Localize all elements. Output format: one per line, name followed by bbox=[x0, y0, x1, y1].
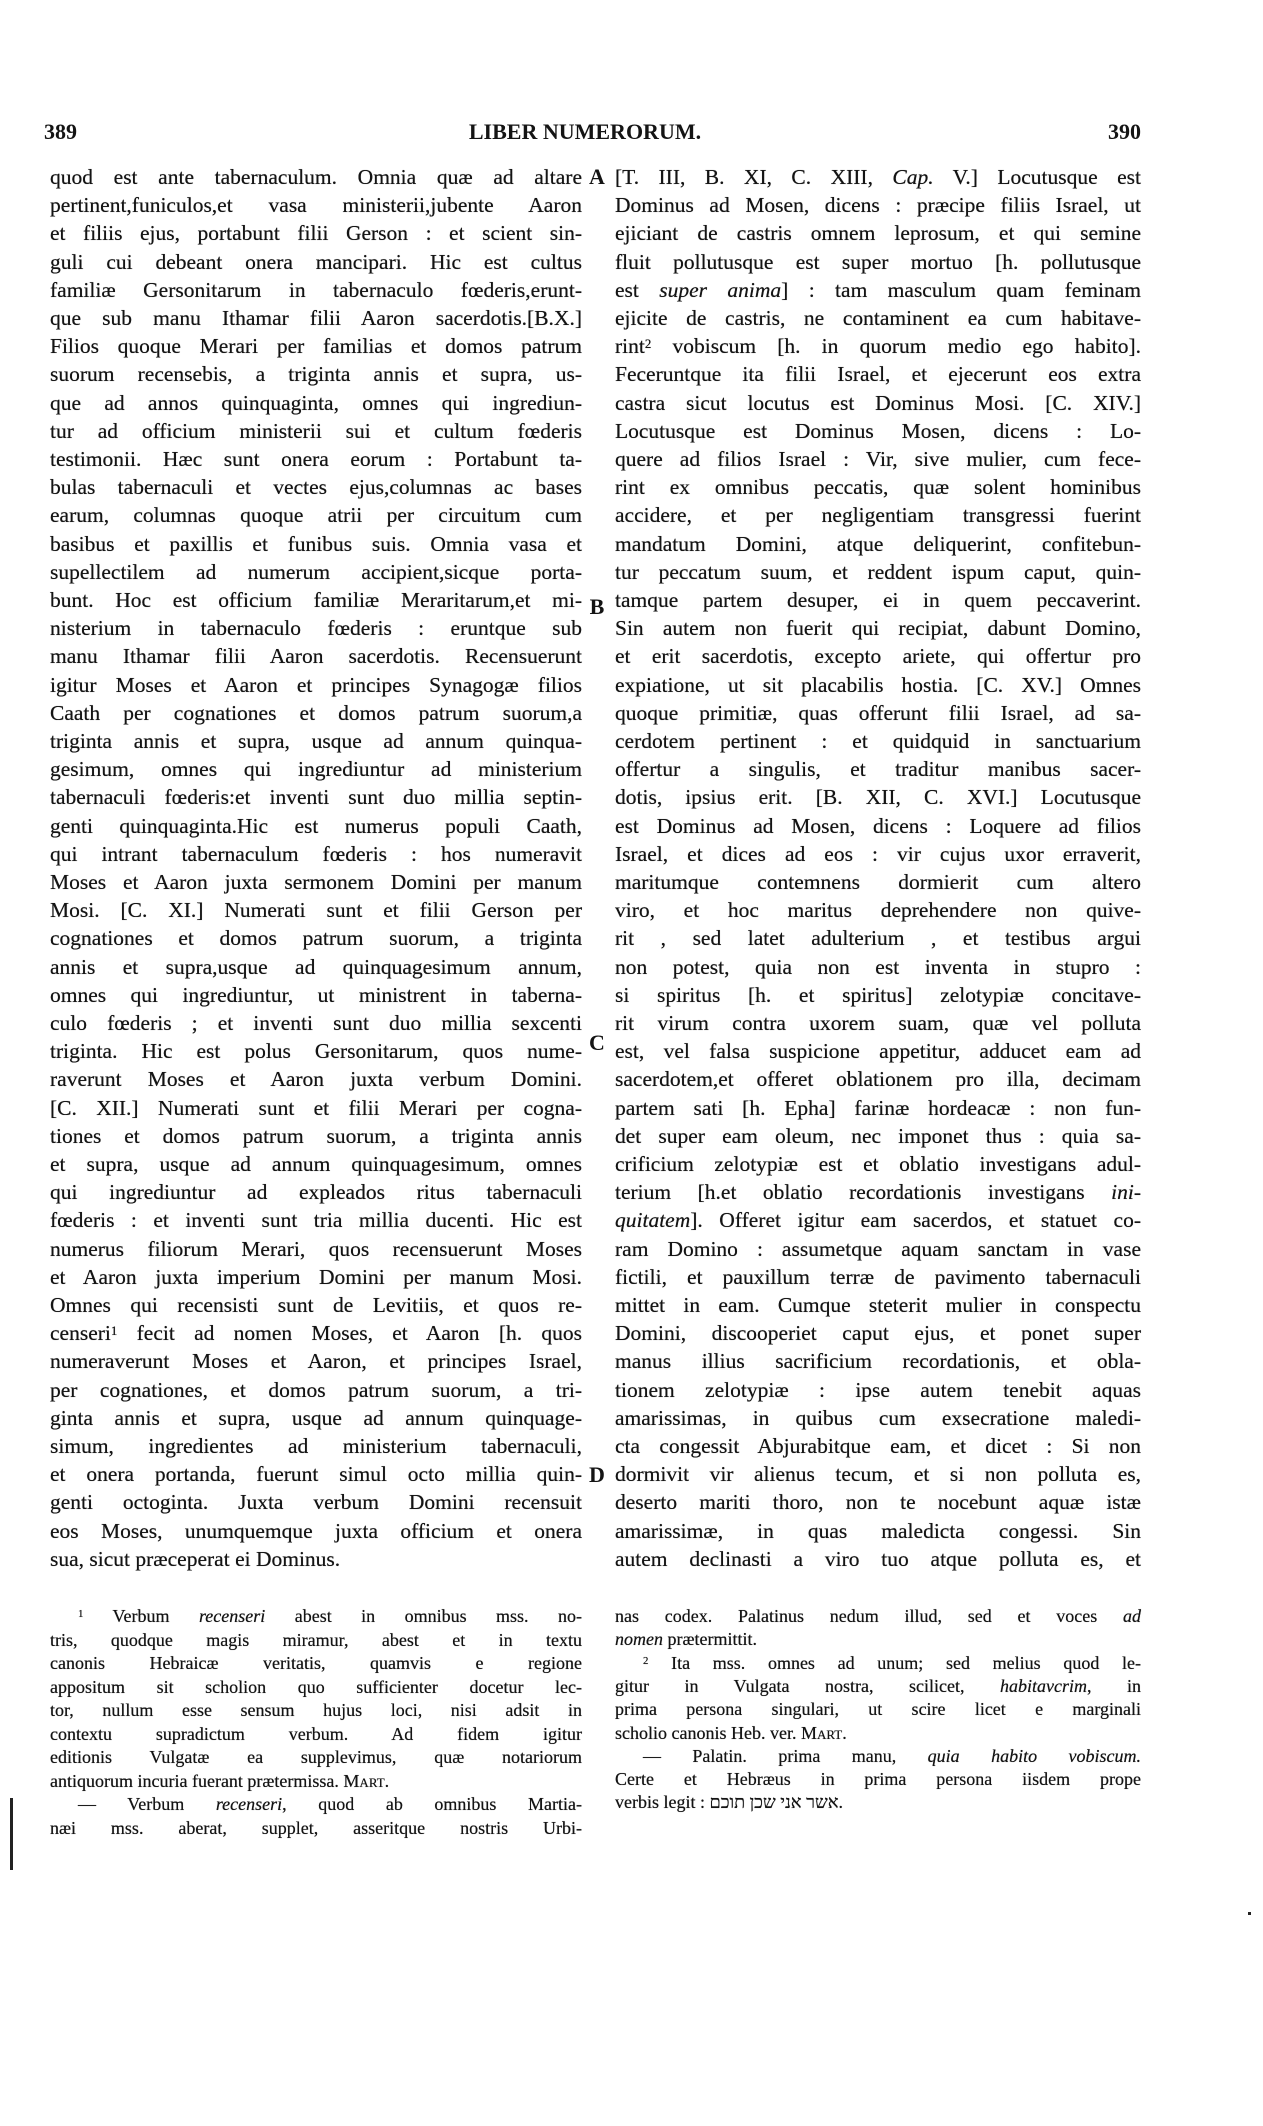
text-line bbox=[50, 1094, 582, 1122]
footnote-line bbox=[615, 1768, 1141, 1791]
text-run: fecit ad nomen Moses, et Aaron [h. quos bbox=[117, 1321, 582, 1346]
text-run: tionem zelotypiæ : ipse autem tenebit aquas bbox=[615, 1377, 1141, 1402]
text-run: basibus et paxillis et funibus suis. Omnia vasa et bbox=[50, 531, 582, 556]
text-line bbox=[50, 501, 582, 529]
page-number-right: 390 bbox=[1108, 119, 1141, 144]
text-line bbox=[615, 1460, 1141, 1488]
footnote-line bbox=[50, 1676, 582, 1699]
italic-text: nomen bbox=[615, 1629, 663, 1650]
italic-text: quitatem bbox=[615, 1208, 691, 1233]
footnote-ref: 1 bbox=[78, 1608, 84, 1620]
text-line bbox=[615, 304, 1141, 332]
text-line bbox=[50, 1206, 582, 1234]
text-run: fictili, et pauxillum terræ de pavimento tabernaculi bbox=[615, 1264, 1141, 1289]
text-line bbox=[615, 1150, 1141, 1178]
text-line bbox=[50, 1319, 582, 1347]
text-run: sua, sicut præceperat ei Dominus. bbox=[50, 1546, 341, 1571]
text-run: annis et supra,usque ad quinquagesimum annum, bbox=[50, 954, 582, 979]
text-line bbox=[615, 896, 1141, 924]
text-run: rint ex omnibus peccatis, quæ solent hominibus bbox=[615, 475, 1141, 500]
text-line bbox=[615, 1347, 1141, 1375]
text-line bbox=[50, 699, 582, 727]
text-line bbox=[615, 1517, 1141, 1545]
text-run: Verbum bbox=[83, 1606, 199, 1626]
text-run: . bbox=[838, 1792, 843, 1813]
text-run: dotis, ipsius erit. [B. XII, C. XVI.] Locutusque bbox=[615, 785, 1141, 810]
text-run: ejicite de castris, ne contaminent ea cum habitave- bbox=[615, 306, 1141, 330]
text-run: censeri bbox=[50, 1321, 111, 1346]
text-line bbox=[50, 1037, 582, 1065]
text-line bbox=[50, 473, 582, 501]
text-run: terium [h.et oblatio recordationis investigans bbox=[615, 1180, 1112, 1205]
footnote-ref: 1 bbox=[110, 1324, 118, 1339]
text-run: — Palatin. prima manu, bbox=[643, 1745, 928, 1766]
text-run: abest in omnibus mss. no- bbox=[265, 1606, 582, 1626]
footnote-line bbox=[50, 1605, 582, 1628]
text-line bbox=[615, 558, 1141, 586]
text-run: triginta. Hic est polus Gersonitarum, quos nume- bbox=[50, 1039, 582, 1064]
text-line bbox=[615, 501, 1141, 529]
text-run: deserto mariti thoro, non te nocebunt aquæ istæ bbox=[615, 1490, 1141, 1515]
footnote-line bbox=[615, 1628, 1141, 1651]
text-run: nisterium in tabernaculo fœderis : eruntque sub bbox=[50, 616, 582, 641]
text-run: earum, columnas quoque atrii per circuitum cum bbox=[50, 503, 582, 528]
text-run: et supra, usque ad annum quinquagesimum, omnes bbox=[50, 1152, 582, 1176]
text-line bbox=[50, 1122, 582, 1150]
text-run: accidere, et per negligentiam transgressi fuerint bbox=[615, 503, 1141, 528]
text-line bbox=[50, 530, 582, 558]
text-run: Certe et Hebræus in prima persona iisdem prope bbox=[615, 1769, 1141, 1790]
text-run: sacerdotem,et offeret oblationem pro illa, decimam bbox=[615, 1067, 1141, 1092]
text-run: et erit sacerdotis, excepto ariete, qui offertur pro bbox=[615, 644, 1141, 669]
text-line bbox=[50, 445, 582, 473]
text-line bbox=[50, 614, 582, 642]
text-run: mandatum Domini, atque deliquerint, confitebun- bbox=[615, 531, 1141, 556]
text-run: appositum sit scholion quo sufficienter docetur lec- bbox=[50, 1676, 582, 1697]
text-line bbox=[50, 812, 582, 840]
text-line bbox=[615, 727, 1141, 755]
text-line bbox=[50, 1488, 582, 1516]
text-run: igitur Moses et Aaron et principes Synagogæ filios bbox=[50, 672, 582, 697]
text-run: Ita mss. omnes ad unum; sed melius quod le- bbox=[648, 1652, 1141, 1673]
footnote-line bbox=[50, 1770, 582, 1793]
text-run: viro, et hoc maritus deprehendere non quive- bbox=[615, 898, 1141, 923]
text-line bbox=[615, 389, 1141, 417]
text-run: Domini, discooperiet caput ejus, et ponet super bbox=[615, 1321, 1141, 1346]
text-run: raverunt Moses et Aaron juxta verbum Domini. bbox=[50, 1067, 582, 1092]
text-line bbox=[50, 417, 582, 445]
text-run: familiæ Gersonitarum in tabernaculo fœderis,erunt- bbox=[50, 277, 582, 302]
text-line bbox=[615, 1206, 1141, 1234]
text-run: Dominus ad Mosen, dicens : præcipe filiis Israel, ut bbox=[615, 193, 1141, 218]
footnote-line bbox=[50, 1699, 582, 1722]
text-run: castra sicut locutus est Dominus Mosi. [C. XIV.] bbox=[615, 390, 1141, 415]
text-line bbox=[50, 332, 582, 360]
text-line bbox=[615, 1404, 1141, 1432]
text-run: si spiritus [h. et spiritus] zelotypiæ concitave- bbox=[615, 982, 1141, 1007]
text-line bbox=[50, 840, 582, 868]
text-line bbox=[50, 304, 582, 332]
text-line bbox=[615, 1263, 1141, 1291]
text-run: contextu supradictum verbum. Ad fidem igitur bbox=[50, 1723, 582, 1744]
text-run: [C. XII.] Numerati sunt et filii Merari per cogna- bbox=[50, 1095, 582, 1120]
text-line bbox=[50, 924, 582, 952]
text-line bbox=[50, 248, 582, 276]
text-line bbox=[615, 1376, 1141, 1404]
text-run: que ad annos quinquaginta, omnes qui ingrediun- bbox=[50, 390, 582, 415]
footnote-line bbox=[615, 1675, 1141, 1698]
text-run: qui intrant tabernaculum fœderis : hos numeravit bbox=[50, 841, 582, 866]
text-run: genti octoginta. Juxta verbum Domini recensuit bbox=[50, 1490, 582, 1515]
text-run: dormivit vir alienus tecum, et si non polluta es, bbox=[615, 1462, 1141, 1487]
text-line bbox=[50, 1432, 582, 1460]
text-line bbox=[50, 727, 582, 755]
text-run: editionis Vulgatæ ea supplevimus, quæ notariorum bbox=[50, 1747, 582, 1767]
text-line bbox=[615, 1065, 1141, 1093]
text-line bbox=[50, 981, 582, 1009]
text-run: prima persona singulari, ut scire licet e marginali bbox=[615, 1699, 1141, 1720]
text-line bbox=[615, 417, 1141, 445]
text-line bbox=[50, 1376, 582, 1404]
text-line bbox=[615, 1432, 1141, 1460]
running-title: LIBER NUMERORUM. bbox=[468, 119, 702, 144]
text-run: quoque primitiæ, quas offerunt filii Israel, ad sa- bbox=[615, 700, 1141, 725]
text-line bbox=[615, 163, 1141, 191]
footnote-line bbox=[615, 1652, 1141, 1675]
text-run: cerdotem pertinent : et quidquid in sanctuarium bbox=[615, 729, 1141, 753]
text-run: [T. III, B. XI, C. XIII, bbox=[615, 165, 893, 189]
text-run: non potest, quia non est inventa in stupro : bbox=[615, 954, 1141, 979]
text-run: suorum recensebis, a triginta annis et supra, us- bbox=[50, 362, 582, 387]
text-line bbox=[50, 1545, 582, 1573]
text-run: Feceruntque ita filii Israel, et ejecerunt eos extra bbox=[615, 362, 1141, 387]
text-line bbox=[50, 1009, 582, 1037]
text-line bbox=[50, 276, 582, 304]
text-line bbox=[615, 445, 1141, 473]
text-run: triginta annis et supra, usque ad annum quinqua- bbox=[50, 729, 582, 753]
text-line bbox=[615, 586, 1141, 614]
text-line bbox=[50, 163, 582, 191]
text-line bbox=[615, 530, 1141, 558]
italic-text: ad bbox=[1123, 1606, 1141, 1626]
text-line bbox=[50, 755, 582, 783]
text-run: maritumque contemnens dormierit cum altero bbox=[615, 870, 1141, 894]
text-run: supellectilem ad numerum accipient,sicque porta- bbox=[50, 559, 582, 584]
margin-marker-b: B bbox=[589, 594, 605, 619]
text-run: rit virum contra uxorem suam, quæ vel polluta bbox=[615, 1011, 1141, 1035]
footnote-ref: 2 bbox=[643, 1654, 649, 1667]
text-run: Locutusque est Dominus Mosen, dicens : Lo- bbox=[615, 418, 1141, 443]
text-line bbox=[615, 332, 1141, 360]
text-run: gitur in Vulgata nostra, scilicet, bbox=[615, 1675, 1000, 1696]
text-line bbox=[615, 1545, 1141, 1573]
footnote-line bbox=[50, 1746, 582, 1769]
text-run: et onera portanda, fuerunt simul octo millia quin- bbox=[50, 1462, 582, 1487]
text-run: nas codex. Palatinus nedum illud, sed et voces bbox=[615, 1606, 1123, 1626]
text-run: næi mss. aberat, supplet, asseritque nostris Urbi- bbox=[50, 1817, 582, 1838]
text-run: Israel, et dices ad eos : vir cujus uxor erraverit, bbox=[615, 841, 1141, 866]
italic-text: ini- bbox=[1111, 1180, 1141, 1205]
footnote-line bbox=[50, 1629, 582, 1652]
text-run: rit , sed latet adulterium , et testibus argui bbox=[615, 926, 1141, 951]
text-run: tamque partem desuper, ei in quem peccaverint. bbox=[615, 588, 1141, 612]
text-run: ] : tam masculum quam feminam bbox=[781, 277, 1141, 302]
text-line bbox=[615, 671, 1141, 699]
author-abbrev: Mart. bbox=[800, 1722, 847, 1743]
text-line bbox=[50, 1065, 582, 1093]
text-line bbox=[50, 1235, 582, 1263]
text-run: amarissimas, in quibus cum exsecratione maledi- bbox=[615, 1405, 1141, 1430]
footnote-ref: 2 bbox=[644, 337, 652, 352]
text-run: testimonii. Hæc sunt onera eorum : Portabunt ta- bbox=[50, 447, 582, 471]
text-line bbox=[615, 783, 1141, 811]
text-line bbox=[615, 981, 1141, 1009]
text-run: simum, ingredientes ad ministerium tabernaculi, bbox=[50, 1434, 582, 1458]
text-run: genti quinquaginta.Hic est numerus populi Caath, bbox=[50, 813, 582, 838]
footnote-line bbox=[50, 1723, 582, 1746]
italic-text: quia habito vobiscum. bbox=[927, 1745, 1141, 1766]
text-run: per cognationes, et domos patrum suorum, a tri- bbox=[50, 1377, 582, 1402]
hebrew-text: אשר אני שכן תוכם bbox=[709, 1792, 839, 1813]
text-line bbox=[615, 219, 1141, 247]
text-run: que sub manu Ithamar filii Aaron sacerdotis.[B.X.] bbox=[50, 306, 582, 330]
italic-text: Cap. bbox=[892, 165, 934, 189]
text-run: et filiis ejus, portabunt filii Gerson : et scient sin- bbox=[50, 221, 582, 246]
text-run: Omnes qui recensisti sunt de Levitiis, et quos re- bbox=[50, 1293, 582, 1317]
text-run: omnes qui ingrediuntur, ut ministrent in taberna- bbox=[50, 982, 582, 1007]
text-run: Mosi. [C. XI.] Numerati sunt et filii Gerson per bbox=[50, 898, 582, 923]
text-run: Sin autem non fuerit qui recipiat, dabunt Domino, bbox=[615, 616, 1141, 641]
text-line bbox=[50, 389, 582, 417]
footnote-line bbox=[50, 1652, 582, 1675]
text-run: tur peccatum suum, et reddent ispum caput, quin- bbox=[615, 559, 1141, 584]
text-run: V.] Locutusque est bbox=[933, 165, 1141, 189]
footnote-line bbox=[615, 1698, 1141, 1721]
text-line bbox=[615, 1122, 1141, 1150]
text-run: tabernaculi fœderis:et inventi sunt duo millia septin- bbox=[50, 785, 582, 810]
text-run: est, vel falsa suspicione appetitur, adducet eam ad bbox=[615, 1039, 1141, 1064]
text-run: scholio canonis Heb. ver. bbox=[615, 1722, 801, 1743]
text-run: tiones et domos patrum suorum, a triginta annis bbox=[50, 1123, 582, 1148]
text-line bbox=[50, 219, 582, 247]
text-line bbox=[615, 276, 1141, 304]
text-run: amarissimæ, in quas maledicta congessi. Sin bbox=[615, 1518, 1141, 1543]
scan-artifact-bar bbox=[10, 1798, 13, 1870]
text-run: cta congessit Abjurabitque eam, et dicet : Si non bbox=[615, 1434, 1141, 1458]
text-line bbox=[615, 1009, 1141, 1037]
text-run: bulas tabernaculi et vectes ejus,columnas ac bases bbox=[50, 475, 582, 500]
text-run: pertinent,funiculos,et vasa ministerii,jubente Aaron bbox=[50, 193, 582, 218]
text-run: eos Moses, unumquemque juxta officium et onera bbox=[50, 1518, 582, 1543]
text-run: numerus filiorum Merari, quos recensuerunt Moses bbox=[50, 1236, 582, 1261]
text-line bbox=[615, 360, 1141, 388]
text-run: Filios quoque Merari per familias et domos patrum bbox=[50, 334, 582, 359]
text-line bbox=[50, 1291, 582, 1319]
text-run: rint bbox=[615, 334, 645, 359]
text-run: canonis Hebraicæ veritatis, quamvis e regione bbox=[50, 1653, 582, 1673]
footnote-line bbox=[615, 1605, 1141, 1628]
text-run: est bbox=[615, 277, 660, 302]
text-line bbox=[50, 1178, 582, 1206]
page-number-left: 389 bbox=[44, 119, 77, 144]
text-line bbox=[615, 1094, 1141, 1122]
text-run: verbis legit : bbox=[615, 1792, 710, 1813]
text-run: prætermittit. bbox=[663, 1629, 757, 1650]
text-run: ]. Offeret igitur eam sacerdos, et statuet co- bbox=[690, 1208, 1141, 1233]
text-run: tris, quodque magis miramur, abest et in textu bbox=[50, 1629, 582, 1650]
text-run: numeraverunt Moses et Aaron, et principes Israel, bbox=[50, 1349, 582, 1374]
text-run: antiquorum incuria fuerant prætermissa. bbox=[50, 1770, 344, 1791]
text-line bbox=[50, 896, 582, 924]
footnote-line bbox=[50, 1793, 582, 1816]
text-run: tor, nullum esse sensum hujus loci, nisi adsit in bbox=[50, 1700, 582, 1720]
text-line bbox=[615, 191, 1141, 219]
text-run: est Dominus ad Mosen, dicens : Loquere ad filios bbox=[615, 813, 1141, 838]
text-line bbox=[615, 953, 1141, 981]
text-run: gesimum, omnes qui ingrediuntur ad ministerium bbox=[50, 757, 582, 782]
text-line bbox=[50, 586, 582, 614]
text-run: partem sati [h. Epha] farinæ hordeacæ : non fun- bbox=[615, 1095, 1141, 1120]
text-run: manu Ithamar filii Aaron sacerdotis. Recensuerunt bbox=[50, 644, 582, 669]
text-line bbox=[50, 360, 582, 388]
text-run: manus illius sacrificium recordationis, et obla- bbox=[615, 1349, 1141, 1374]
text-line bbox=[50, 783, 582, 811]
text-line bbox=[50, 1150, 582, 1178]
text-run: fluit pollutusque est super mortuo [h. pollutusque bbox=[615, 249, 1141, 274]
margin-marker-c: C bbox=[589, 1030, 605, 1055]
text-run: tur ad officium ministerii sui et cultum fœderis bbox=[50, 418, 582, 443]
margin-marker-d: D bbox=[589, 1462, 605, 1487]
text-line bbox=[615, 924, 1141, 952]
text-line bbox=[50, 671, 582, 699]
text-run: — Verbum bbox=[78, 1794, 216, 1814]
text-line bbox=[50, 558, 582, 586]
text-line bbox=[615, 1291, 1141, 1319]
scan-artifact-dot bbox=[1248, 1912, 1251, 1915]
footnote-line bbox=[615, 1791, 1141, 1814]
footnote-line bbox=[615, 1722, 1141, 1745]
text-run: qui ingrediuntur ad expleados ritus tabernaculi bbox=[50, 1180, 582, 1205]
footnote-line bbox=[615, 1745, 1141, 1768]
text-run: et Aaron juxta imperium Domini per manum Mosi. bbox=[50, 1264, 582, 1289]
text-line bbox=[615, 1488, 1141, 1516]
text-run: quere ad filios Israel : Vir, sive mulier, cum fece- bbox=[615, 447, 1141, 471]
text-run: ginta annis et supra, usque ad annum quinquage- bbox=[50, 1405, 582, 1430]
text-line bbox=[615, 868, 1141, 896]
text-run: offertur a singulis, et traditur manibus sacer- bbox=[615, 757, 1141, 782]
text-line bbox=[615, 248, 1141, 276]
margin-marker-a: A bbox=[589, 164, 605, 189]
italic-text: recenseri bbox=[215, 1794, 283, 1814]
text-line bbox=[615, 699, 1141, 727]
text-line bbox=[50, 868, 582, 896]
text-line bbox=[615, 812, 1141, 840]
text-line bbox=[50, 191, 582, 219]
text-run: det super eam oleum, nec imponet thus : quia sa- bbox=[615, 1123, 1141, 1148]
text-run: ram Domino : assumetque aquam sanctam in vase bbox=[615, 1236, 1141, 1261]
text-line bbox=[615, 755, 1141, 783]
text-line bbox=[615, 840, 1141, 868]
text-run: autem declinasti a viro tuo atque polluta es, et bbox=[615, 1546, 1141, 1571]
text-run: mittet in eam. Cumque steterit mulier in conspectu bbox=[615, 1293, 1141, 1317]
author-abbrev: Mart. bbox=[343, 1770, 390, 1791]
text-run: , quod ab omnibus Martia- bbox=[282, 1794, 582, 1814]
italic-text: habitavcrim bbox=[999, 1675, 1087, 1696]
text-run: vobiscum [h. in quorum medio ego habito]. bbox=[651, 334, 1141, 359]
italic-text: recenseri bbox=[198, 1606, 266, 1626]
text-run: Caath per cognationes et domos patrum suorum,a bbox=[50, 700, 582, 725]
text-line bbox=[615, 614, 1141, 642]
text-line bbox=[50, 1517, 582, 1545]
text-run: guli cui debeant onera mancipari. Hic est cultus bbox=[50, 249, 582, 274]
text-run: fœderis : et inventi sunt tria millia ducenti. Hic est bbox=[50, 1208, 582, 1233]
text-line bbox=[50, 1404, 582, 1432]
text-run: cognationes et domos patrum suorum, a triginta bbox=[50, 926, 582, 951]
text-run: bunt. Hoc est officium familiæ Meraritarum,et mi- bbox=[50, 588, 582, 612]
text-run: expiatione, ut sit placabilis hostia. [C. XV.] Omnes bbox=[615, 672, 1141, 697]
text-line bbox=[615, 1037, 1141, 1065]
text-run: quod est ante tabernaculum. Omnia quæ ad altare bbox=[50, 165, 582, 189]
text-run: ejiciant de castris omnem leprosum, et qui semine bbox=[615, 221, 1141, 246]
text-line bbox=[50, 642, 582, 670]
footnote-line bbox=[50, 1817, 582, 1840]
text-run: Moses et Aaron juxta sermonem Domini per manum bbox=[50, 870, 582, 894]
text-line bbox=[615, 473, 1141, 501]
text-line bbox=[615, 1319, 1141, 1347]
text-line bbox=[615, 642, 1141, 670]
text-line bbox=[50, 953, 582, 981]
text-line bbox=[615, 1235, 1141, 1263]
text-line bbox=[50, 1263, 582, 1291]
text-run: crificium zelotypiæ est et oblatio investigans adul- bbox=[615, 1152, 1141, 1176]
text-run: culo fœderis ; et inventi sunt duo millia sexcenti bbox=[50, 1011, 582, 1035]
italic-text: super anima bbox=[659, 277, 782, 302]
text-line bbox=[50, 1460, 582, 1488]
text-line bbox=[615, 1178, 1141, 1206]
text-line bbox=[50, 1347, 582, 1375]
text-run: , in bbox=[1086, 1675, 1141, 1696]
